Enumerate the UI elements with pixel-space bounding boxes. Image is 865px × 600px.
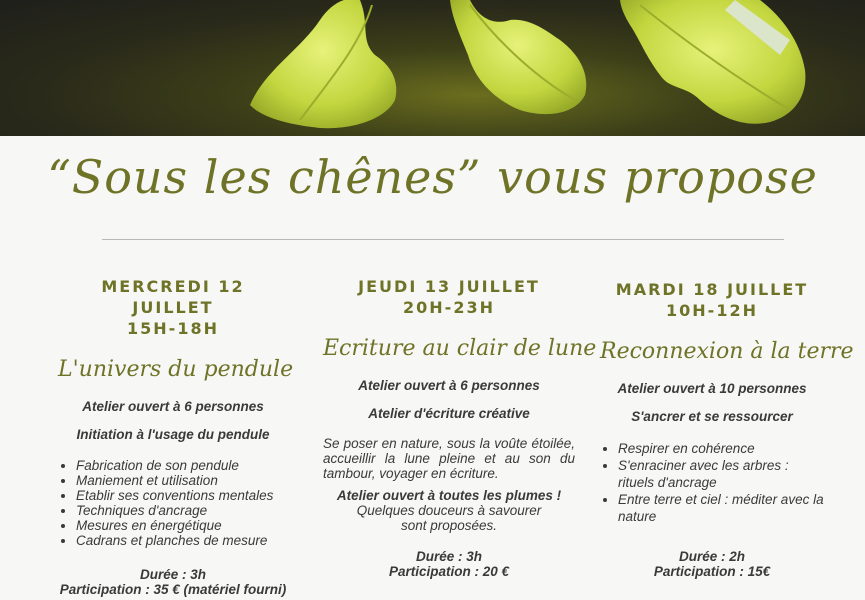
workshop-price: Participation : 35 € (matériel fourni) [59,582,287,597]
workshop-capacity: Atelier ouvert à 10 personnes [617,381,807,396]
workshop-time: 20H-23H [403,298,495,317]
workshop-subtitle: S'ancrer et se ressourcer [631,409,793,424]
workshop-time: 15H-18H [127,319,219,338]
workshop-column-ecriture [323,276,597,579]
workshop-duration: Durée : 3h [139,567,207,582]
workshop-description: Se poser en nature, sous la voûte étoilée, accueillir la lune pleine et au son du tambour, voyager en écriture. [323,436,575,481]
page-title: “Sous les chênes” vous propose [47,150,818,204]
workshop-price: Participation : 15€ [653,564,771,579]
workshop-title: Ecriture au clair de lune [323,336,597,361]
workshop-price: Participation : 20 € [388,564,510,579]
oak-leaves-illustration [0,0,865,136]
list-item: • Etablir ses conventions mentales [76,488,288,503]
oak-leaf-right [620,0,805,124]
header-photo-oak-leaves [0,0,865,136]
workshop-capacity: Atelier ouvert à 6 personnes [358,378,540,393]
workshop-duration: Durée : 3h [415,549,483,564]
list-item: • Respirer en cohérence [618,440,824,457]
workshop-date: MARDI 18 JUILLET [615,280,809,299]
list-item: • Fabrication de son pendule [76,458,288,473]
list-item: • Techniques d'ancrage [76,503,288,518]
workshop-column-pendule [58,276,294,597]
oak-leaf-left [250,0,396,128]
list-item: • S'enraciner avec les arbres : rituels d'ancrage [618,457,824,491]
workshop-bullet-list [58,458,288,548]
workshop-title: Reconnexion à la terre [600,339,854,364]
workshop-column-reconnexion [600,279,854,579]
workshop-bullet-list [600,440,824,525]
workshop-date: MERCREDI 12 JUILLET [101,277,245,317]
list-item: • Entre terre et ciel : méditer avec la nature [618,491,824,525]
list-item: • Maniement et utilisation [76,473,288,488]
workshop-time: 10H-12H [666,301,758,320]
list-item: • Cadrans et planches de mesure [76,533,288,548]
workshop-treats: Quelques douceurs à savourer sont proposées. [356,503,542,533]
workshop-subtitle: Initiation à l'usage du pendule [76,427,270,442]
workshop-subtitle: Atelier d'écriture créative [368,406,530,421]
workshop-open-to-all: Atelier ouvert à toutes les plumes ! [336,488,562,503]
list-item: • Mesures en énergétique [76,518,288,533]
workshop-capacity: Atelier ouvert à 6 personnes [82,399,264,414]
workshop-duration: Durée : 2h [678,549,746,564]
workshop-date: JEUDI 13 JUILLET [358,277,540,296]
workshop-title: L'univers du pendule [58,357,294,382]
title-divider [102,239,784,240]
